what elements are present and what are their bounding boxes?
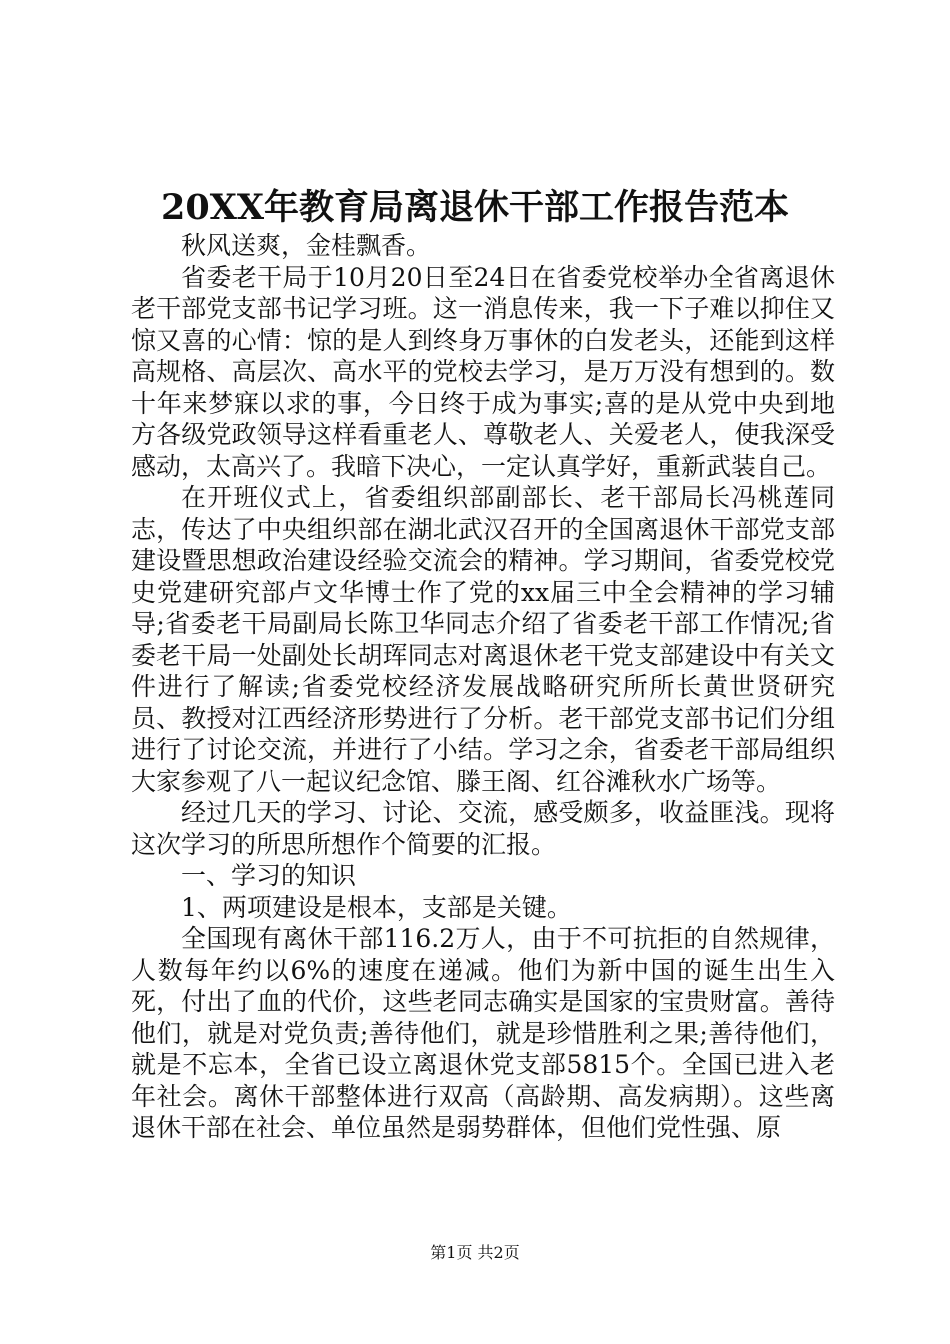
subsection-heading: 1、两项建设是根本，支部是关键。 [181,892,572,922]
paragraph-announcement: 省委老干局于10月20日至24日在省委党校举办全省离退休老干部党支部书记学习班。这一消息传来，我一下子难以抑住又惊又喜的心情：惊的是人到终身万事休的白发老头，还能到这样高规格、高层次、高水平的党校去学习，是万万没有想到的。数十年来梦寐以求的事，今日终于成为事实;喜的是从党中央到地方各级党政领导这样看重老人、尊敬老人、关爱老人，使我深受感动，太高兴了。我暗下决心，一定认真学好，重新武装自己。 [131,262,835,481]
document-body [131,230,835,1144]
section-heading: 一、学习的知识 [181,861,357,890]
page-footer: 第1页 共2页 [430,1243,520,1262]
paragraph-opening-ceremony: 在开班仪式上，省委组织部副部长、老干部局长冯桃莲同志，传达了中央组织部在湖北武汉召开的全国离退休干部党支部建设暨思想政治建设经验交流会的精神。学习期间，省委党校党史党建研究部卢文华博士作了党的xx届三中全会精神的学习辅导;省委老干局副局长陈卫华同志介绍了省委老干部工作情况;省委老干局一处副处长胡珲同志对离退休老干党支部建设中有关文件进行了解读;省委党校经济发展战略研究所所长黄世贤研究员、教授对江西经济形势进行了分析。老干部党支部书记们分组进行了讨论交流，并进行了小结。学习之余，省委老干部局组织大家参观了八一起议纪念馆、滕王阁、红谷滩秋水广场等。 [131,483,835,796]
paragraph-summary: 经过几天的学习、讨论、交流，感受颇多，收益匪浅。现将这次学习的所思所想作个简要的汇报。 [131,798,835,859]
paragraph-opening: 秋风送爽，金桂飘香。 [181,231,432,260]
document-title: 20XX年教育局离退休干部工作报告范本 [160,187,790,228]
paragraph-statistics: 全国现有离休干部116.2万人，由于不可抗拒的自然规律，人数每年约以6%的速度在递减。他们为新中国的诞生出生入死，付出了血的代价，这些老同志确实是国家的宝贵财富。善待他们，就是对党负责;善待他们，就是珍惜胜利之果;善待他们，就是不忘本，全省已设立离退休党支部5815个。全国已进入老年社会。离休干部整体进行双高（高龄期、高发病期）。这些离退休干部在社会、单位虽然是弱势群体，但他们党性强、原 [131,924,835,1142]
